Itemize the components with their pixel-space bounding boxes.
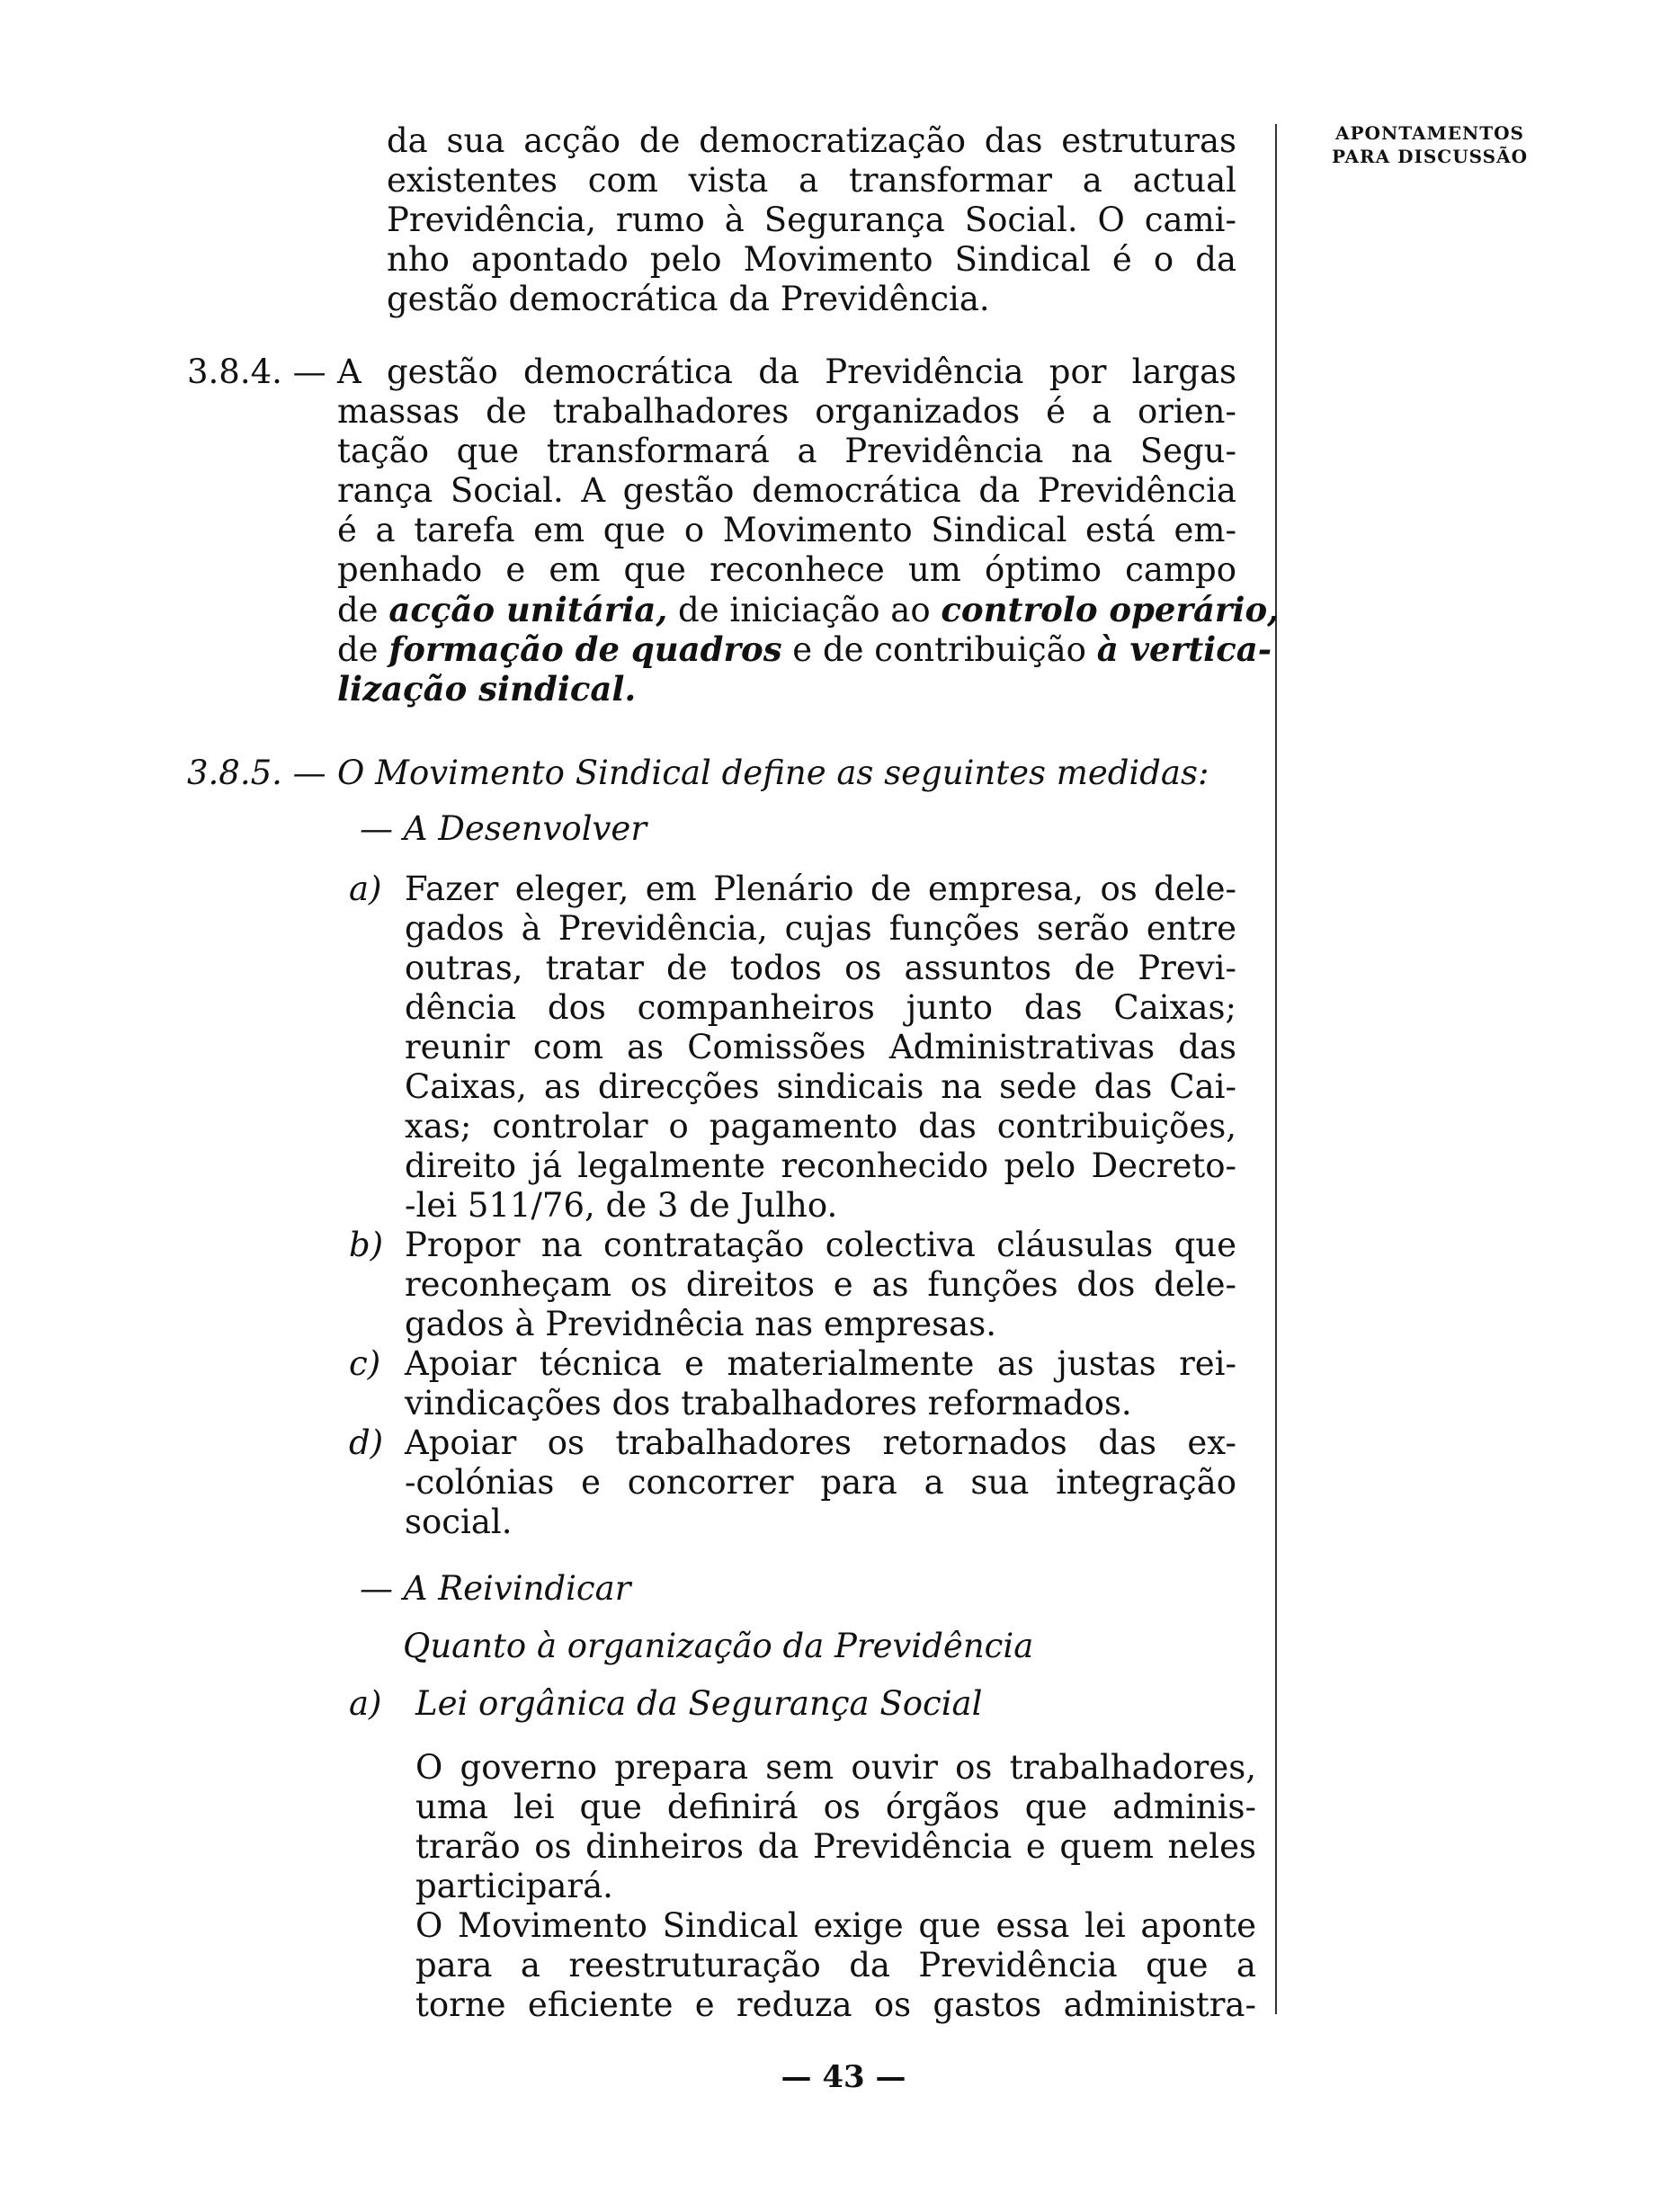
item-d-line: social. xyxy=(405,1503,513,1541)
item-a-line: Caixas, as direcções sindicais na sede das Cai- xyxy=(405,1067,1236,1106)
s384-line-8 xyxy=(337,629,1272,670)
text: e de contribuição xyxy=(781,630,1097,669)
desenvolver-title: — A Desenvolver xyxy=(360,809,647,848)
item-a-line: reunir com as Comissões Administrativas das xyxy=(405,1028,1236,1066)
item-c-line: Apoiar técnica e materialmente as justas rei- xyxy=(405,1344,1236,1383)
side-margin-label xyxy=(1299,121,1560,168)
item-a-line: Fazer eleger, em Plenário de empresa, os dele- xyxy=(405,870,1236,908)
lei-organica-line: participará. xyxy=(415,1867,613,1905)
reivindicar-title: — A Reivindicar xyxy=(360,1569,631,1608)
item-c-line: vindicações dos trabalhadores reformados. xyxy=(405,1384,1132,1423)
item-a-line: dência dos companheiros junto das Caixas; xyxy=(405,988,1236,1027)
s384-line: A gestão democrática da Previdência por largas xyxy=(337,352,1236,391)
item-a-line: gados à Previdência, cujas funções serão entre xyxy=(405,909,1236,948)
lei-organica-line: O governo prepara sem ouvir os trabalhadores, xyxy=(415,1748,1256,1787)
s384-line: é a tarefa em que o Movimento Sindical está em- xyxy=(337,511,1236,549)
lei-organica-line: trarão os dinheiros da Previdência e quem neles xyxy=(415,1827,1256,1866)
item-b-line: reconheçam os direitos e as funções dos dele- xyxy=(405,1265,1236,1304)
intro-line: gestão democrática da Previdência. xyxy=(387,280,990,318)
s385-heading: O Movimento Sindical define as seguintes medidas: xyxy=(337,754,1209,792)
item-a-line: xas; controlar o pagamento das contribuições, xyxy=(405,1107,1236,1146)
intro-line: existentes com vista a transformar a actual xyxy=(387,161,1236,200)
intro-line: da sua acção de democratização das estruturas xyxy=(387,121,1236,160)
text: de iniciação ao xyxy=(667,591,942,629)
item-label-b: b) xyxy=(349,1226,384,1264)
text: de xyxy=(337,630,389,669)
item-a-line: direito já legalmente reconhecido pelo Decreto- xyxy=(405,1146,1236,1185)
lei-organica-line: torne eficiente e reduza os gastos administra- xyxy=(415,1985,1256,2024)
item-a-line: -lei 511/76, de 3 de Julho. xyxy=(405,1186,838,1225)
margin-vertical-rule xyxy=(1275,124,1277,2014)
reivindicar-subheading: Quanto à organização da Previdência xyxy=(403,1627,1034,1665)
item-label-d: d) xyxy=(349,1423,384,1462)
s384-line: tação que transformará a Previdência na Segu- xyxy=(337,432,1236,470)
item-d-line: -colónias e concorrer para a sua integração xyxy=(405,1463,1236,1502)
section-number-3-8-5: 3.8.5. — xyxy=(187,754,326,792)
s384-line: massas de trabalhadores organizados é a orien- xyxy=(337,392,1236,431)
emphasis-formacao-quadros: formação de quadros xyxy=(388,629,782,669)
text: de xyxy=(337,591,389,629)
emphasis-verticalizacao: à vertica- xyxy=(1096,629,1272,669)
intro-line: nho apontado pelo Movimento Sindical é o da xyxy=(387,240,1236,279)
intro-line: Previdência, rumo à Segurança Social. O cami- xyxy=(387,201,1236,239)
item-a-line: outras, tratar de todos os assuntos de Previ- xyxy=(405,949,1236,987)
s384-line: rança Social. A gestão democrática da Previdência xyxy=(337,471,1236,510)
s384-line: penhado e em que reconhece um óptimo campo xyxy=(337,550,1236,589)
lei-organica-line: uma lei que definirá os órgãos que adminis- xyxy=(415,1788,1256,1826)
item-b-line: Propor na contratação colectiva cláusulas que xyxy=(405,1226,1236,1264)
item-b-line: gados à Previdnêcia nas empresas. xyxy=(405,1305,996,1343)
section-number-3-8-4: 3.8.4. — xyxy=(187,352,326,391)
side-label-line-1: APONTAMENTOS xyxy=(1335,122,1524,144)
reivindicar-item-label: a) xyxy=(349,1684,382,1723)
emphasis-accao-unitaria: acção unitária, xyxy=(388,590,668,629)
lei-organica-line: O Movimento Sindical exige que essa lei aponte xyxy=(415,1906,1256,1945)
side-label-line-2: PARA DISCUSSÃO xyxy=(1331,146,1529,167)
reivindicar-item-title: Lei orgânica da Segurança Social xyxy=(415,1684,983,1723)
item-d-line: Apoiar os trabalhadores retornados das ex- xyxy=(405,1423,1236,1462)
item-label-c: c) xyxy=(349,1344,381,1383)
lei-organica-line: para a reestruturação da Previdência que a xyxy=(415,1946,1256,1985)
s384-line-9: lização sindical. xyxy=(337,669,637,709)
s384-line-7 xyxy=(337,590,1280,630)
emphasis-controlo-operario: controlo operário, xyxy=(941,590,1280,629)
item-label-a: a) xyxy=(349,870,382,908)
page-number: — 43 — xyxy=(781,2059,906,2095)
